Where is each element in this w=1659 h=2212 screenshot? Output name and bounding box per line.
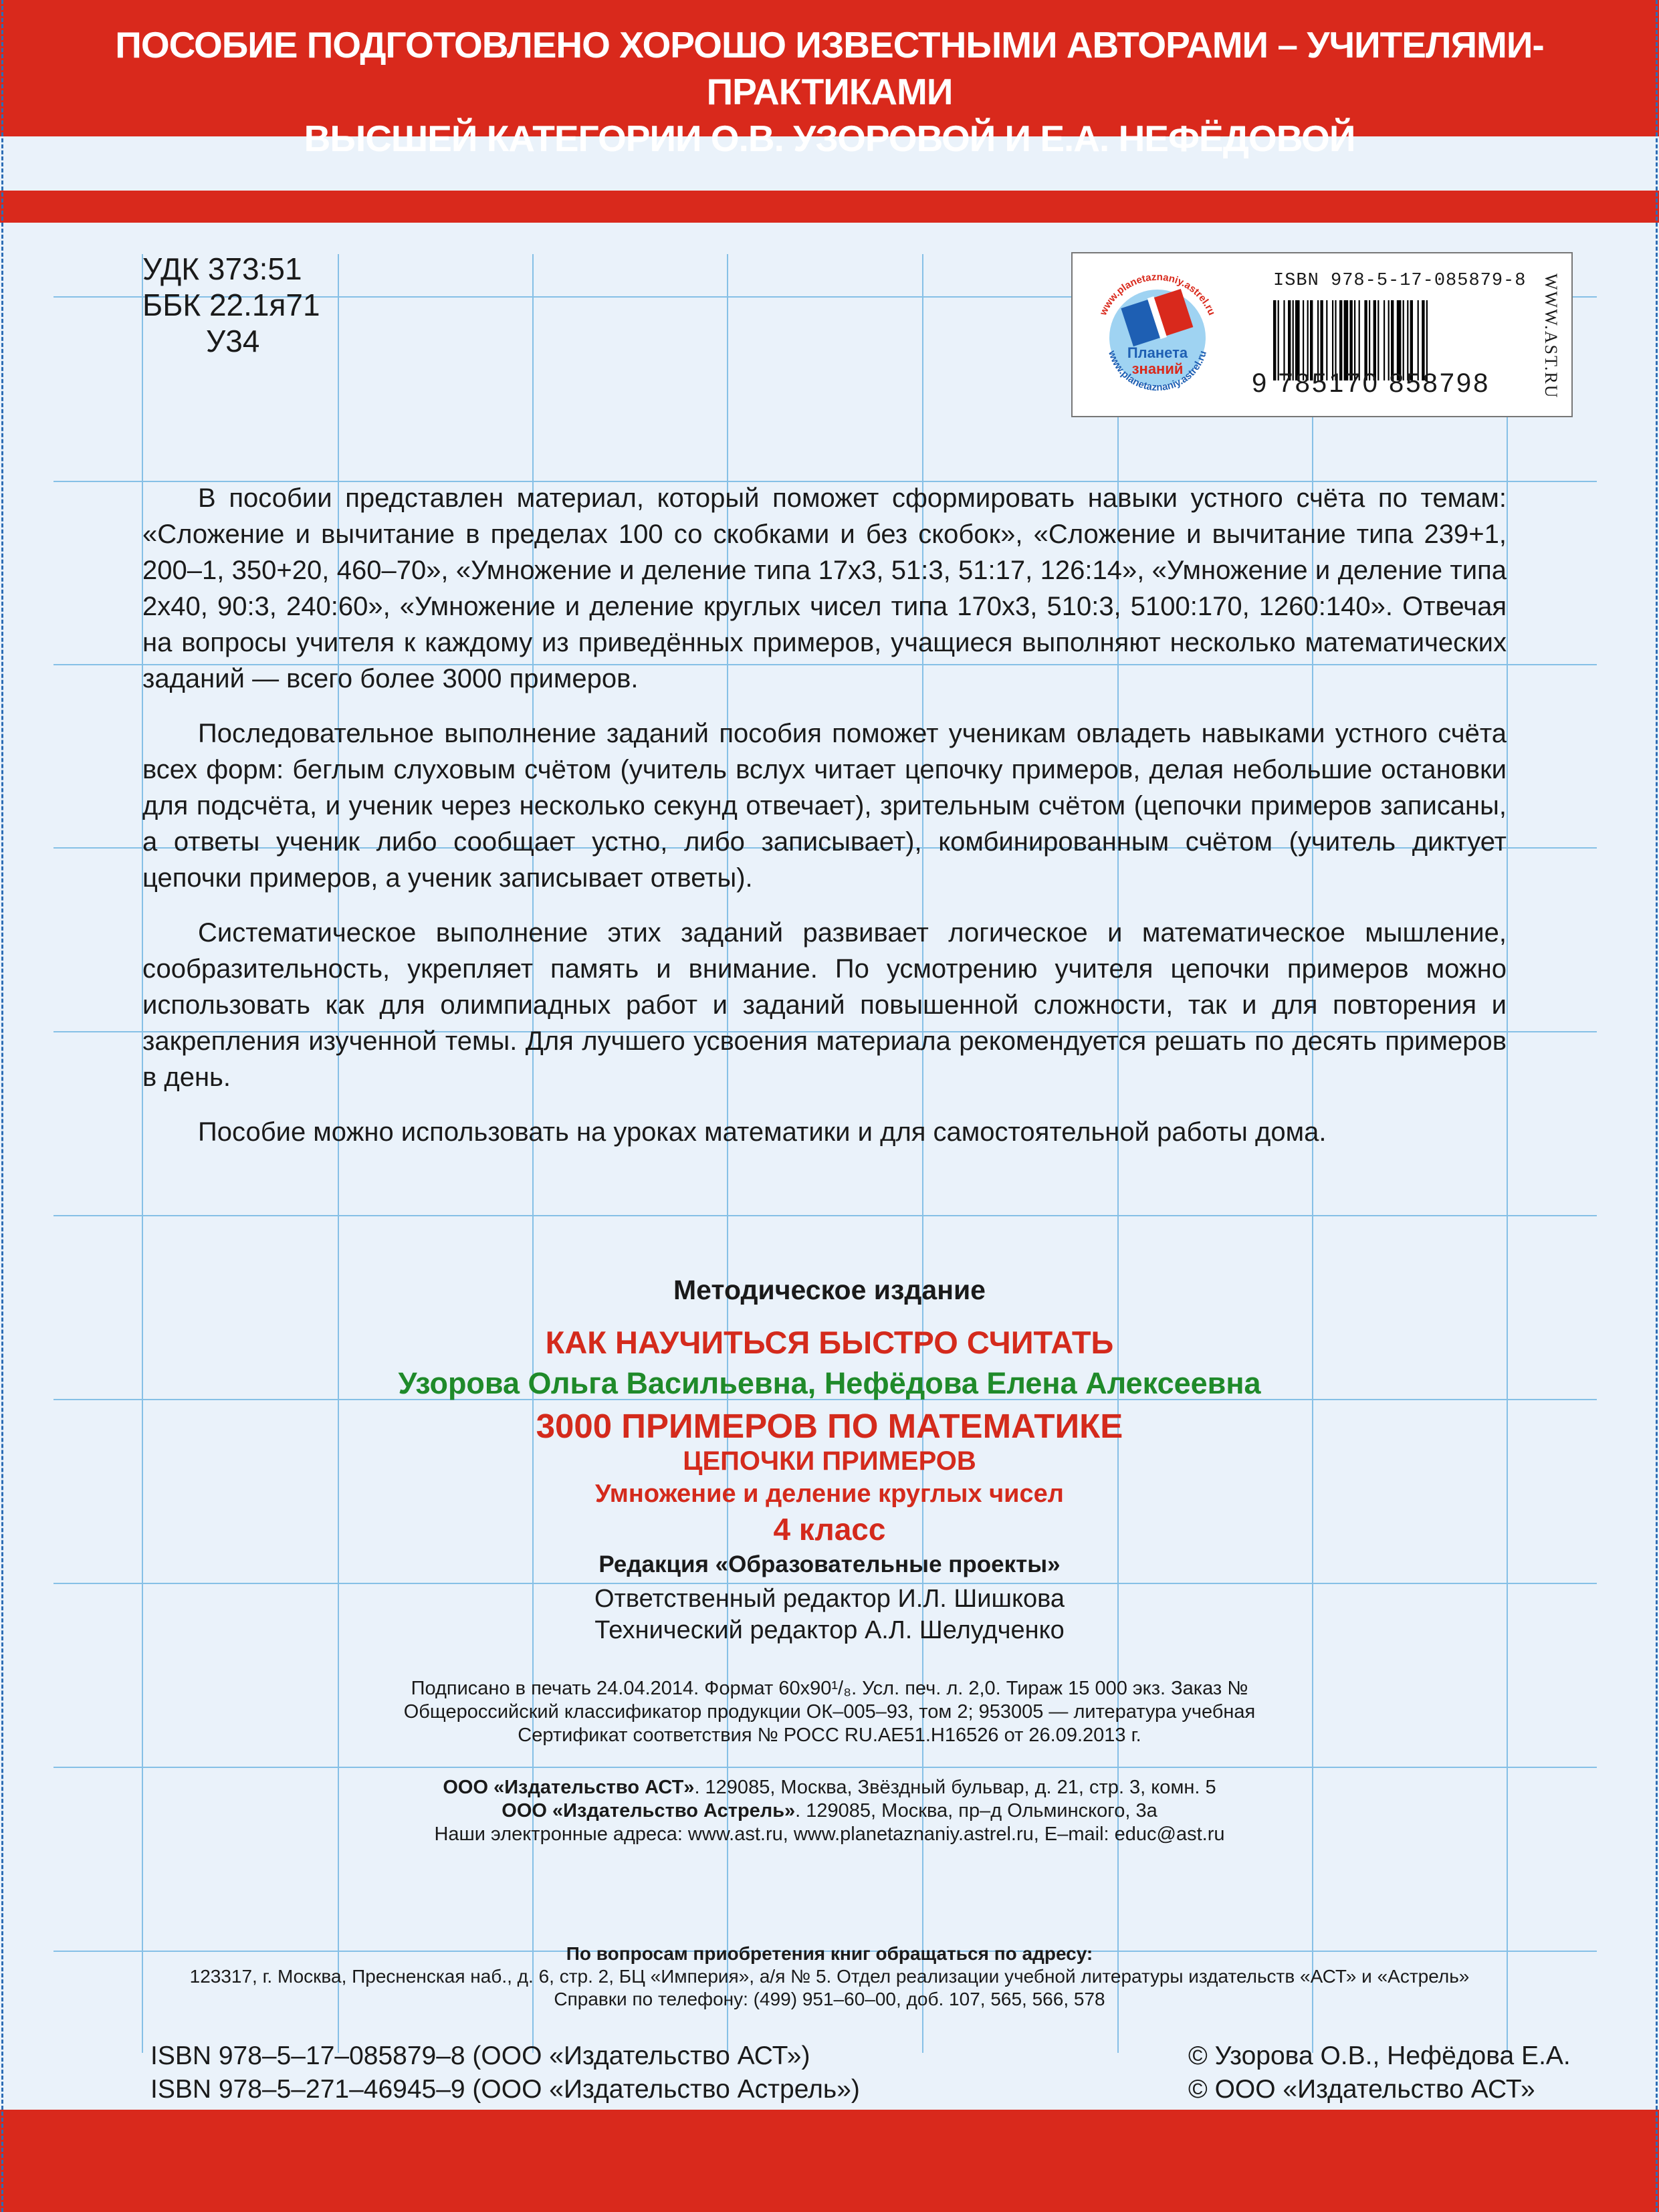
logo-text-2: знаний [1131, 360, 1184, 377]
ast-website-vertical: WWW.AST.RU [1541, 273, 1561, 399]
top-banner [0, 0, 1659, 159]
logo-url-bottom: www.planetaznaniy.astrel.ru [1106, 349, 1209, 394]
grade-label: 4 класс [773, 1512, 886, 1547]
book-topic: Умножение и деление круглых чисел [595, 1480, 1064, 1508]
bbk-code: ББК 22.1я71 [142, 288, 320, 322]
book-subtitle: ЦЕПОЧКИ ПРИМЕРОВ [683, 1446, 976, 1476]
print-line-3: Сертификат соответствия № РОСС RU.AE51.H16526 от 26.09.2013 г. [518, 1725, 1141, 1746]
paragraph-1: В пособии представлен материал, который поможет сформировать навыки устного счёта по темам: «Сложение и вычитание в пределах 100 со скобками и без скобок», «Сложение и вычитание типа 239+1, 200–1, 350+20, 460–70», «Умножение и деление типа 17х3, 51:3, 51:17, 126:14», «Умножение и деление типа 2х40, 90:3, 240:60», «Умножение и деление круглых чисел типа 170х3, 510:3, 5100:170, 1260:140». Отвечая на вопросы учителя к каждому из приведённых примеров, учащиеся выполняют несколько математических заданий — всего более 3000 примеров. [142, 483, 1507, 693]
series-title: КАК НАУЧИТЬСЯ БЫСТРО СЧИТАТЬ [545, 1325, 1114, 1360]
udk-code: УДК 373:51 [142, 251, 302, 286]
copyright-publisher: © ООО «Издательство АСТ» [1188, 2075, 1535, 2104]
purchase-title: По вопросам приобретения книг обращаться по адресу: [566, 1943, 1093, 1964]
publisher-2 [0, 1799, 1659, 1823]
barcode-digits: 9 785170 858798 [1252, 368, 1490, 398]
paragraph-4: Пособие можно использовать на уроках математики и для самостоятельной работы дома. [198, 1117, 1327, 1147]
publisher-2-address: . 129085, Москва, пр–д Ольминского, 3а [795, 1800, 1157, 1821]
isbn-list [150, 2039, 860, 2106]
left-cut-line [1, 0, 3, 2212]
red-stripe [0, 191, 1659, 223]
authors: Узорова Ольга Васильевна, Нефёдова Елена Алексеевна [398, 1366, 1261, 1400]
copyright-authors: © Узорова О.В., Нефёдова Е.А. [1188, 2041, 1571, 2070]
edition-type: Методическое издание [673, 1275, 986, 1305]
planeta-znaniy-logo-icon [1087, 265, 1228, 406]
editorial-house: Редакция «Образовательные проекты» [598, 1551, 1061, 1577]
purchase-info [0, 1943, 1659, 2011]
book-title: 3000 ПРИМЕРОВ ПО МАТЕМАТИКЕ [536, 1407, 1123, 1445]
paragraph-3: Систематическое выполнение этих заданий развивает логическое и математическое мышление, сообразительность, укрепляет память и внимание. По усмотрению учителя цепочки примеров можно использовать как для олимпиадных работ и заданий повышенной сложности, так и для повторения и закрепления изученной темы. Для лучшего усвоения материала рекомендуется решать по десять примеров в день. [142, 918, 1507, 1092]
logo-text-1: Планета [1127, 344, 1188, 361]
chief-editor: Ответственный редактор И.Л. Шишкова [594, 1585, 1065, 1613]
banner-line-2: ВЫСШЕЙ КАТЕГОРИИ О.В. УЗОРОВОЙ И Е.А. НЕФЁДОВОЙ [304, 118, 1355, 159]
paragraph-2: Последовательное выполнение заданий пособия поможет ученикам овладеть навыками устного счёта всех форм: беглым слуховым счётом (учитель вслух читает цепочку примеров, делая небольшие остановки для подсчёта, и ученик через несколько секунд отвечает), зрительным счётом (цепочки примеров записаны, а ответы ученик либо сообщает устно, либо записывает), комбинированным счётом (учитель диктует цепочки примеров, а ученик записывает ответы). [142, 719, 1507, 893]
print-line-1: Подписано в печать 24.04.2014. Формат 60х90¹/₈. Усл. печ. л. 2,0. Тираж 15 000 экз. Заказ № [411, 1678, 1248, 1699]
publisher-2-name: ООО «Издательство Астрель» [502, 1800, 796, 1821]
right-cut-line [1656, 0, 1658, 2212]
bottom-red-band [0, 2110, 1659, 2212]
publisher-details [0, 1776, 1659, 1846]
publisher-1-address: . 129085, Москва, Звёздный бульвар, д. 21, стр. 3, комн. 5 [694, 1777, 1216, 1798]
isbn-ast: ISBN 978–5–17–085879–8 (ООО «Издательство АСТ») [150, 2041, 810, 2070]
tech-editor: Технический редактор А.Л. Шелудченко [594, 1616, 1065, 1644]
publisher-1 [0, 1776, 1659, 1799]
publisher-emails: Наши электронные адреса: www.ast.ru, www.planetaznaniy.astrel.ru, E–mail: educ@ast.ru [434, 1823, 1225, 1845]
barcode-panel [1071, 252, 1573, 417]
description-text [142, 480, 1507, 1169]
copyright [1188, 2039, 1571, 2106]
barcode-isbn-label: ISBN 978-5-17-085879-8 [1273, 271, 1527, 291]
banner-line-1: ПОСОБИЕ ПОДГОТОВЛЕНО ХОРОШО ИЗВЕСТНЫМИ АВТОРАМИ – УЧИТЕЛЯМИ-ПРАКТИКАМИ [115, 24, 1544, 112]
publisher-1-name: ООО «Издательство АСТ» [443, 1777, 695, 1798]
purchase-address: 123317, г. Москва, Пресненская наб., д. 6, стр. 2, БЦ «Империя», а/я № 5. Отдел реализации учебной литературы издательств «АСТ» и «Астрель» [189, 1966, 1470, 1987]
author-mark: У34 [206, 324, 260, 358]
print-line-2: Общероссийский классификатор продукции ОК–005–93, том 2; 953005 — литература учебная [403, 1701, 1256, 1723]
logo-url-top: www.planetaznaniy.astrel.ru [1097, 271, 1218, 318]
print-details [0, 1677, 1659, 1747]
purchase-phone: Справки по телефону: (499) 951–60–00, доб. 107, 565, 566, 578 [554, 1989, 1105, 2009]
classification-codes [142, 251, 320, 359]
isbn-astrel: ISBN 978–5–271–46945–9 (ООО «Издательство Астрель») [150, 2075, 860, 2104]
